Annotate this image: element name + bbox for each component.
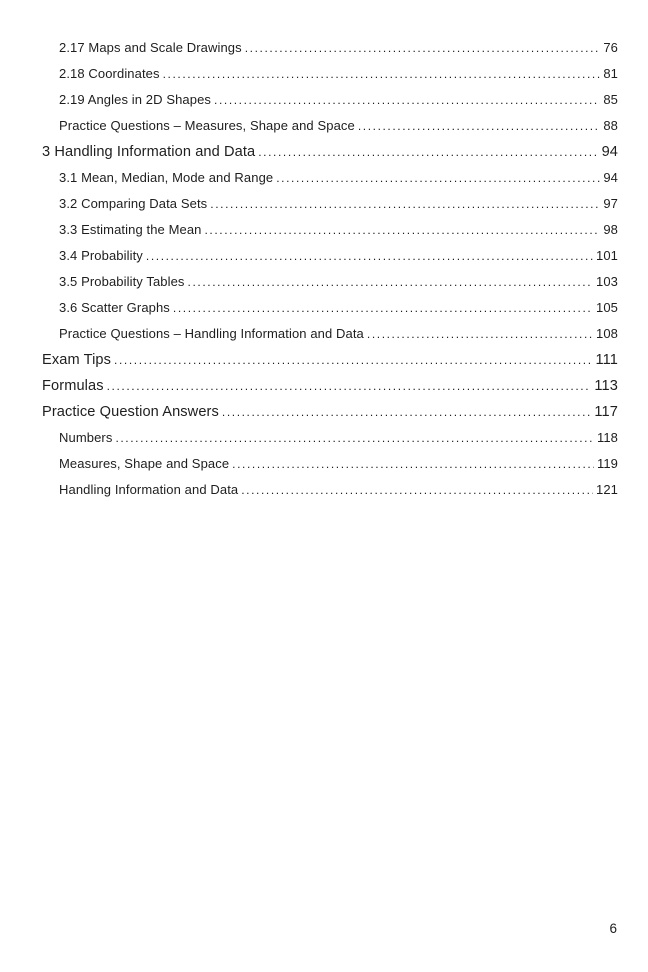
toc-entry[interactable] <box>42 139 618 165</box>
dot-leader <box>241 477 593 503</box>
toc-entry-label: 3 Handling Information and Data <box>42 144 256 160</box>
toc-entry-page-number: 94 <box>601 144 618 160</box>
toc-entry-page-number: 119 <box>596 456 618 471</box>
dot-leader <box>115 425 594 451</box>
dot-leader <box>210 191 600 217</box>
toc-entry[interactable] <box>42 373 618 399</box>
toc-entry[interactable] <box>42 217 618 243</box>
dot-leader <box>258 139 598 165</box>
table-of-contents <box>42 35 618 503</box>
toc-entry[interactable] <box>42 399 618 425</box>
toc-entry-page-number: 103 <box>596 274 618 289</box>
toc-entry-page-number: 88 <box>603 118 618 133</box>
dot-leader <box>222 399 592 425</box>
dot-leader <box>173 295 593 321</box>
dot-leader <box>114 347 592 373</box>
toc-entry[interactable] <box>42 347 618 373</box>
toc-entry[interactable] <box>42 87 618 113</box>
dot-leader <box>232 451 594 477</box>
toc-entry-page-number: 111 <box>595 352 618 368</box>
toc-entry[interactable] <box>42 113 618 139</box>
toc-entry-label: 3.2 Comparing Data Sets <box>59 196 208 211</box>
toc-entry-label: Practice Question Answers <box>42 404 219 420</box>
dot-leader <box>205 217 601 243</box>
toc-entry-page-number: 101 <box>596 248 618 263</box>
dot-leader <box>358 113 601 139</box>
toc-entry-label: 2.19 Angles in 2D Shapes <box>59 92 212 107</box>
dot-leader <box>276 165 600 191</box>
toc-entry-page-number: 118 <box>596 430 618 445</box>
toc-entry-page-number: 117 <box>594 404 618 420</box>
toc-entry-label: 2.18 Coordinates <box>59 66 160 81</box>
toc-entry-label: 3.5 Probability Tables <box>59 274 185 289</box>
toc-entry-label: Practice Questions – Measures, Shape and Space <box>59 118 355 133</box>
toc-entry[interactable] <box>42 165 618 191</box>
toc-entry[interactable] <box>42 321 618 347</box>
toc-entry-label: Exam Tips <box>42 352 112 368</box>
toc-entry-label: 3.1 Mean, Median, Mode and Range <box>59 170 274 185</box>
toc-entry[interactable] <box>42 61 618 87</box>
toc-entry-label: Handling Information and Data <box>59 482 239 497</box>
toc-entry-page-number: 98 <box>603 222 618 237</box>
toc-entry[interactable] <box>42 295 618 321</box>
dot-leader <box>367 321 593 347</box>
dot-leader <box>146 243 593 269</box>
toc-entry-page-number: 81 <box>603 66 618 81</box>
toc-entry-page-number: 113 <box>594 378 618 394</box>
toc-entry[interactable] <box>42 269 618 295</box>
toc-entry[interactable] <box>42 425 618 451</box>
toc-entry-page-number: 85 <box>603 92 618 107</box>
toc-entry-page-number: 108 <box>596 326 618 341</box>
toc-entry-page-number: 94 <box>603 170 618 185</box>
toc-entry-label: Practice Questions – Handling Information and Data <box>59 326 364 341</box>
toc-entry[interactable] <box>42 35 618 61</box>
toc-entry[interactable] <box>42 477 618 503</box>
toc-entry-label: 2.17 Maps and Scale Drawings <box>59 40 242 55</box>
dot-leader <box>188 269 593 295</box>
page-number: 6 <box>609 921 617 936</box>
toc-entry-page-number: 76 <box>603 40 618 55</box>
toc-entry-label: 3.3 Estimating the Mean <box>59 222 202 237</box>
dot-leader <box>245 35 601 61</box>
dot-leader <box>214 87 600 113</box>
toc-entry-page-number: 121 <box>596 482 618 497</box>
toc-entry-label: 3.4 Probability <box>59 248 143 263</box>
toc-entry[interactable] <box>42 191 618 217</box>
toc-entry-label: Formulas <box>42 378 104 394</box>
toc-entry-label: Numbers <box>59 430 113 445</box>
toc-entry[interactable] <box>42 451 618 477</box>
toc-entry-label: 3.6 Scatter Graphs <box>59 300 170 315</box>
toc-entry-label: Measures, Shape and Space <box>59 456 230 471</box>
toc-entry-page-number: 105 <box>596 300 618 315</box>
dot-leader <box>107 373 592 399</box>
dot-leader <box>163 61 601 87</box>
toc-entry-page-number: 97 <box>603 196 618 211</box>
toc-entry[interactable] <box>42 243 618 269</box>
